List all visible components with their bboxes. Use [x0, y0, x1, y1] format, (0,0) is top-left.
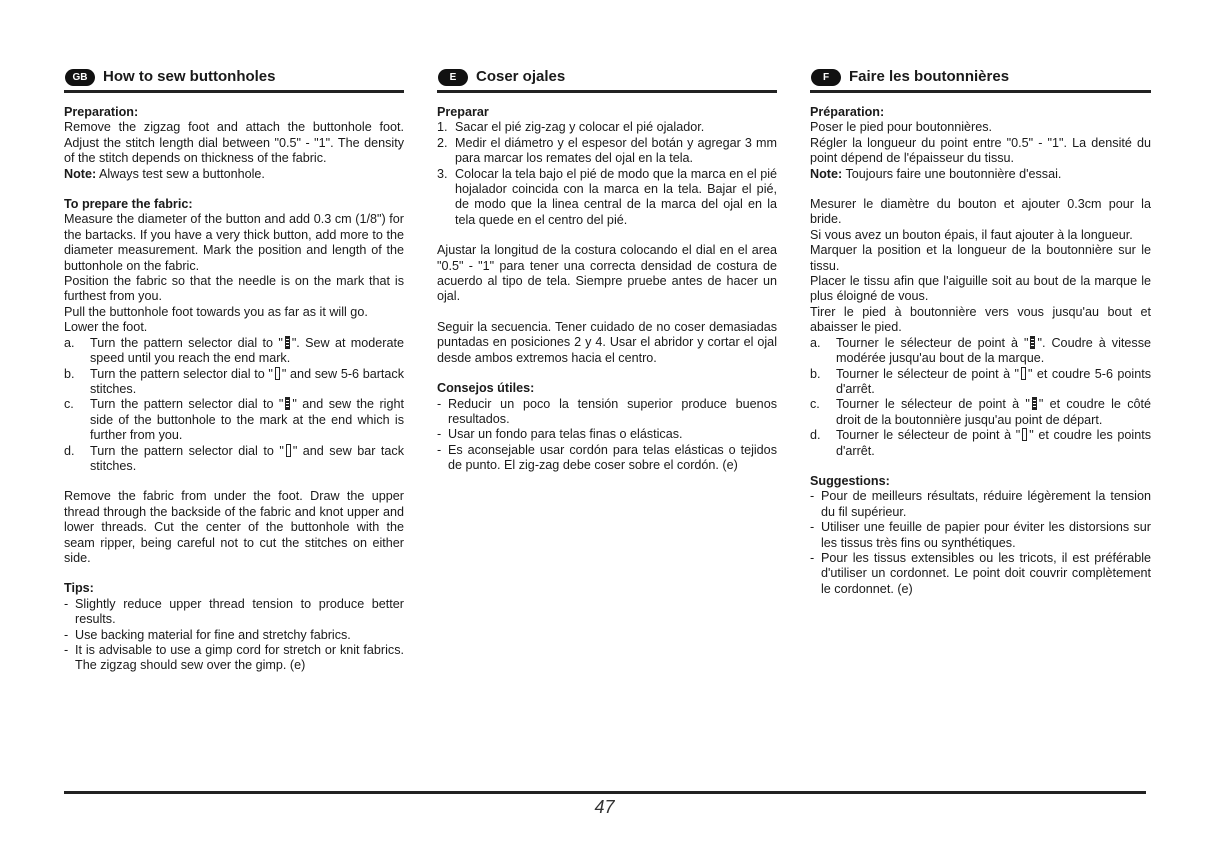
bartack-pattern-icon [1021, 367, 1026, 380]
page-number: 47 [594, 797, 615, 817]
note-text: Toujours faire une boutonnière d'essai. [842, 166, 1062, 181]
measure-paragraph-3: Marquer la position et la longueur de la boutonnière sur le tissu. [810, 243, 1151, 273]
tip-item: - It is advisable to use a gimp cord for stretch or knit fabrics. The zigzag should sew over the gimp. (e) [64, 643, 404, 673]
prep-step-item: 3. Colocar la tela bajo el pié de modo que la marca en el pié hojalador coincida con la marca en la tela. Bajar el pié, de modo que la linea central de la marca del ojal en la tela quede en el centro del pié. [437, 166, 777, 227]
fabric-paragraph-1: Measure the diameter of the button and add 0.3 cm (1/8") for the bartacks. If you have a very thick button, add more to the diameter measurement. Mark the position and length of the buttonhole on the fabric. [64, 212, 404, 273]
step-item: d. Turn the pattern selector dial to " " and sew bar tack stitches. [64, 443, 404, 473]
english-title: How to sew buttonholes [103, 68, 276, 86]
preparation-text: Remove the zigzag foot and attach the buttonhole foot. Adjust the stitch length dial between "0.5" - "1". The density of the stitch depends on thickness of the fabric. [64, 120, 404, 166]
note-label: Note: [64, 166, 97, 181]
e-language-badge: E [438, 69, 468, 86]
f-language-badge: F [811, 69, 841, 86]
tips-heading: Tips: [64, 581, 94, 596]
note-paragraph-fr [810, 167, 1151, 182]
fabric-paragraph-4: Lower the foot. [64, 320, 148, 335]
tip-item: - Usar un fondo para telas finas o elásticas. [437, 427, 683, 442]
tip-item: - Reducir un poco la tensión superior produce buenos resultados. [437, 396, 777, 426]
bartack-pattern-icon [275, 367, 280, 380]
prep-text-1: Poser le pied pour boutonnières. [810, 120, 993, 135]
spanish-title: Coser ojales [476, 68, 566, 86]
bartack-pattern-icon [1022, 428, 1027, 441]
prep-step-item: 1. Sacar el pié zig-zag y colocar el pié ojalador. [437, 120, 705, 135]
tip-item: - Es aconsejable usar cordón para telas elásticas o tejidos de punto. El zig-zag debe coser sobre el cordón. (e) [437, 442, 777, 473]
after-sewing-text: Remove the fabric from under the foot. Draw the upper thread through the backside of the fabric and knot upper and lower threads. Cut the center of the buttonhole with the seam ripper, being careful not to cut the stitches on either side. [64, 489, 404, 565]
preparation-heading: Preparation: [64, 105, 139, 119]
buttonhole-side-pattern-icon [285, 336, 290, 349]
tip-item: - Slightly reduce upper thread tension to produce better results. [64, 596, 404, 627]
spanish-header [437, 66, 777, 93]
step-item: b. Turn the pattern selector dial to " " and sew 5-6 bartack stitches. [64, 366, 405, 396]
spanish-prep-list [437, 120, 777, 228]
spanish-column [437, 66, 777, 474]
french-column [810, 66, 1151, 597]
tip-item: - Utiliser une feuille de papier pour éviter les distorsions sur les tissus très fins ou synthétiques. [810, 520, 1151, 550]
fabric-paragraph-3: Pull the buttonhole foot towards you as far as it will go. [64, 304, 368, 319]
measure-paragraph-1: Mesurer le diamètre du bouton et ajouter 0.3cm pour la bride. [810, 197, 1151, 227]
preparation-heading-fr: Préparation: [810, 105, 885, 119]
step-item: c. Turn the pattern selector dial to " " and sew the right side of the buttonhole to the mark at the end which is further from you. [64, 397, 404, 443]
measure-paragraph-2: Si vous avez un bouton épais, il faut ajouter à la longueur. [810, 227, 1133, 242]
buttonhole-side-pattern-icon [1030, 336, 1035, 349]
fabric-paragraph-2: Position the fabric so that the needle is on the mark that is furthest from you. [64, 274, 404, 304]
french-title: Faire les boutonnières [849, 68, 1010, 86]
step-item: a. Turn the pattern selector dial to " ". Sew at moderate speed until you reach the end mark. [64, 335, 405, 366]
step-item: c. Tourner le sélecteur de point à " " et coudre le côté droit de la boutonnière jusqu'au point de départ. [810, 397, 1151, 427]
spanish-tips-list [437, 397, 777, 474]
bottom-divider [64, 791, 1146, 794]
french-steps-list [810, 336, 1151, 459]
adjust-text: Ajustar la longitud de la costura colocando el dial en el area "0.5" - "1" para tener una correcta densidad de costura de acuerdo al tipo de tela. Siempre pruebe antes de hacer un ojal. [437, 243, 777, 304]
bartack-pattern-icon [286, 444, 291, 457]
french-header [810, 66, 1151, 93]
prepare-fabric-heading: To prepare the fabric: [64, 197, 193, 212]
consejos-heading: Consejos útiles: [437, 381, 535, 396]
french-tips-list [810, 489, 1151, 597]
english-column [64, 66, 404, 674]
tip-item: - Use backing material for fine and stretchy fabrics. [64, 627, 351, 642]
note-paragraph [64, 167, 404, 182]
step-item: a. Tourner le sélecteur de point à " ". Coudre à vitesse modérée jusqu'au bout de la marque. [810, 335, 1151, 366]
note-text: Always test sew a buttonhole. [96, 166, 265, 181]
english-tips-list [64, 597, 404, 674]
measure-paragraph-4: Placer le tissu afin que l'aiguille soit au bout de la marque le plus éloigné de vous. [810, 274, 1151, 304]
english-header [64, 66, 404, 93]
preparar-heading: Preparar [437, 105, 489, 119]
step-item: d. Tourner le sélecteur de point à " " et coudre les points d'arrêt. [810, 428, 1151, 458]
step-item: b. Tourner le sélecteur de point à " " et coudre 5-6 points d'arrêt. [810, 366, 1151, 396]
buttonhole-side-pattern-icon [285, 397, 290, 410]
sequence-text: Seguir la secuencia. Tener cuidado de no coser demasiadas puntadas en posiciones 2 y 4. Usar el abridor y cortar el ojal desde ambos extremos hacia el centro. [437, 319, 777, 365]
english-steps-list [64, 336, 404, 475]
prep-step-item: 2. Medir el diámetro y el espesor del botán y agregar 3 mm para marcar los remates del ojal en la tela. [437, 135, 777, 166]
prep-text-2: Régler la longueur du point entre "0.5" - "1". La densité du point dépend de l'épaisseur du tissu. [810, 135, 1151, 166]
note-label: Note: [810, 166, 843, 181]
suggestions-heading: Suggestions: [810, 473, 890, 488]
measure-paragraph-5: Tirer le pied à boutonnière vers vous jusqu'au bout et abaisser le pied. [810, 304, 1151, 335]
tip-item: - Pour de meilleurs résultats, réduire légèrement la tension du fil supérieur. [810, 489, 1151, 519]
tip-item: - Pour les tissus extensibles ou les tricots, il est préférable d'utiliser un cordonnet. Le point doit couvrir complètement le cordonnet. (e) [810, 550, 1151, 596]
gb-language-badge: GB [65, 69, 95, 86]
buttonhole-side-pattern-icon [1032, 397, 1037, 410]
